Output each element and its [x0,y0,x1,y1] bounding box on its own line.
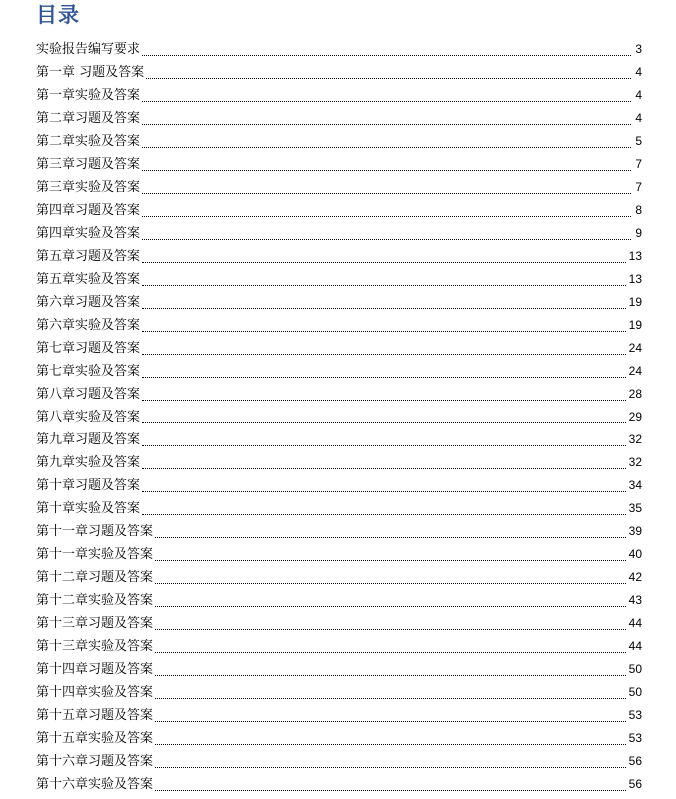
toc-dot-leader [155,628,626,630]
toc-entry-label: 第十六章习题及答案 [36,754,154,770]
toc-dot-leader [142,330,626,332]
toc-dot-leader [142,146,631,148]
toc-entry-page-number: 8 [635,202,642,217]
toc-entry[interactable] [36,246,642,269]
toc-dot-leader [142,376,626,378]
toc-entry[interactable] [36,475,642,498]
toc-dot-leader [155,536,626,538]
toc-dot-leader [142,444,626,446]
toc-entry[interactable] [36,429,642,452]
toc-dot-leader [155,582,626,584]
toc-entry-page-number: 13 [628,248,642,263]
toc-entry[interactable] [36,315,642,338]
toc-entry[interactable] [36,567,642,590]
toc-entry[interactable] [36,338,642,361]
toc-entry[interactable] [36,452,642,475]
toc-entry-page-number: 4 [635,64,642,79]
toc-entry-label: 第四章习题及答案 [36,202,141,218]
toc-entry-label: 第三章实验及答案 [36,179,141,195]
toc-dot-leader [142,169,631,171]
toc-entry-page-number: 28 [628,386,642,401]
toc-entry-label: 第二章习题及答案 [36,110,141,126]
toc-dot-leader [155,559,626,561]
toc-entry-label: 第一章 习题及答案 [36,64,145,80]
toc-dot-leader [142,215,631,217]
toc-entry-page-number: 7 [635,179,642,194]
toc-entry-label: 第十四章实验及答案 [36,685,154,701]
toc-entry-label: 第十六章实验及答案 [36,777,154,792]
toc-entry-page-number: 34 [628,478,642,493]
toc-entry-label: 第十五章实验及答案 [36,731,154,747]
toc-entry-label: 第十一章习题及答案 [36,524,154,540]
toc-dot-leader [142,399,626,401]
toc-entry[interactable] [36,39,642,62]
toc-entry[interactable] [36,62,642,85]
toc-entry-page-number: 24 [628,363,642,378]
toc-dot-leader [142,100,631,102]
toc-entry-label: 第六章实验及答案 [36,317,141,333]
toc-entry[interactable] [36,521,642,544]
toc-entry-label: 第十章实验及答案 [36,501,141,517]
toc-entry-label: 第四章实验及答案 [36,225,141,241]
toc-entry-page-number: 9 [635,225,642,240]
toc-dot-leader [155,674,626,676]
toc-dot-leader [142,467,626,469]
toc-entry[interactable] [36,131,642,154]
toc-dot-leader [142,238,631,240]
toc-entry[interactable] [36,154,642,177]
toc-dot-leader [142,192,631,194]
toc-entry[interactable] [36,613,642,636]
toc-entry[interactable] [36,407,642,430]
toc-entry-label: 第八章习题及答案 [36,386,141,402]
toc-entry-page-number: 19 [628,317,642,332]
toc-entry-label: 第九章实验及答案 [36,455,141,471]
toc-entry-page-number: 13 [628,271,642,286]
toc-entry-page-number: 43 [628,593,642,608]
toc-entry-page-number: 53 [628,708,642,723]
toc-entry-label: 第七章实验及答案 [36,363,141,379]
toc-entry-label: 第十三章实验及答案 [36,639,154,655]
toc-entry[interactable] [36,774,642,797]
toc-dot-leader [142,261,626,263]
toc-dot-leader [142,353,626,355]
toc-entry-label: 第十一章实验及答案 [36,547,154,563]
toc-entry[interactable] [36,728,642,751]
toc-entry-page-number: 53 [628,731,642,746]
toc-entry[interactable] [36,177,642,200]
toc-dot-leader [155,697,626,699]
toc-entry[interactable] [36,292,642,315]
toc-title: 目录 [36,3,80,27]
toc-entry-label: 第十二章实验及答案 [36,593,154,609]
toc-entry[interactable] [36,751,642,774]
toc-entry-label: 第三章习题及答案 [36,156,141,172]
toc-entry-page-number: 56 [628,754,642,769]
toc-list [36,39,642,797]
toc-entry-page-number: 32 [628,432,642,447]
toc-dot-leader [155,605,626,607]
toc-entry-page-number: 56 [628,777,642,791]
toc-entry-page-number: 39 [628,524,642,539]
toc-entry-page-number: 7 [635,156,642,171]
toc-dot-leader [142,284,626,286]
toc-entry-page-number: 3 [635,42,642,56]
toc-dot-leader [142,307,626,309]
toc-dot-leader [142,123,631,125]
toc-dot-leader [155,720,626,722]
toc-dot-leader [142,490,626,492]
toc-entry-label: 第七章习题及答案 [36,340,141,356]
toc-entry-page-number: 44 [628,616,642,631]
toc-entry-page-number: 4 [635,87,642,102]
toc-dot-leader [142,421,626,423]
toc-entry-label: 第九章习题及答案 [36,432,141,448]
toc-entry-page-number: 5 [635,133,642,148]
toc-entry-label: 第八章实验及答案 [36,409,141,425]
toc-dot-leader [155,651,626,653]
toc-entry-page-number: 42 [628,570,642,585]
toc-dot-leader [155,789,626,791]
toc-entry-label: 第十章习题及答案 [36,478,141,494]
toc-entry-label: 第十三章习题及答案 [36,616,154,632]
toc-entry-page-number: 50 [628,662,642,677]
toc-entry[interactable] [36,659,642,682]
toc-entry[interactable] [36,590,642,613]
toc-entry-label: 实验报告编写要求 [36,42,141,57]
toc-entry-page-number: 35 [628,501,642,516]
toc-entry-page-number: 50 [628,685,642,700]
toc-entry-page-number: 19 [628,294,642,309]
toc-dot-leader [146,77,631,79]
toc-entry[interactable] [36,682,642,705]
toc-entry-page-number: 24 [628,340,642,355]
toc-entry[interactable] [36,361,642,384]
toc-dot-leader [155,743,626,745]
toc-dot-leader [155,766,626,768]
toc-entry[interactable] [36,108,642,131]
toc-entry-label: 第六章习题及答案 [36,294,141,310]
toc-entry[interactable] [36,223,642,246]
toc-entry-label: 第十四章习题及答案 [36,662,154,678]
toc-entry-page-number: 40 [628,547,642,562]
toc-entry-label: 第十二章习题及答案 [36,570,154,586]
toc-entry-label: 第十五章习题及答案 [36,708,154,724]
toc-dot-leader [142,513,626,515]
toc-entry[interactable] [36,200,642,223]
toc-entry-label: 第五章习题及答案 [36,248,141,264]
toc-entry[interactable] [36,544,642,567]
toc-dot-leader [142,54,631,56]
toc-entry-page-number: 32 [628,455,642,470]
toc-entry[interactable] [36,705,642,728]
toc-entry-label: 第二章实验及答案 [36,133,141,149]
toc-entry-label: 第一章实验及答案 [36,87,141,103]
toc-entry-label: 第五章实验及答案 [36,271,141,287]
toc-entry[interactable] [36,85,642,108]
toc-entry[interactable] [36,636,642,659]
toc-entry-page-number: 29 [628,409,642,424]
toc-entry-page-number: 4 [635,110,642,125]
toc-entry[interactable] [36,269,642,292]
toc-entry-page-number: 44 [628,639,642,654]
toc-entry[interactable] [36,384,642,407]
toc-entry[interactable] [36,498,642,521]
